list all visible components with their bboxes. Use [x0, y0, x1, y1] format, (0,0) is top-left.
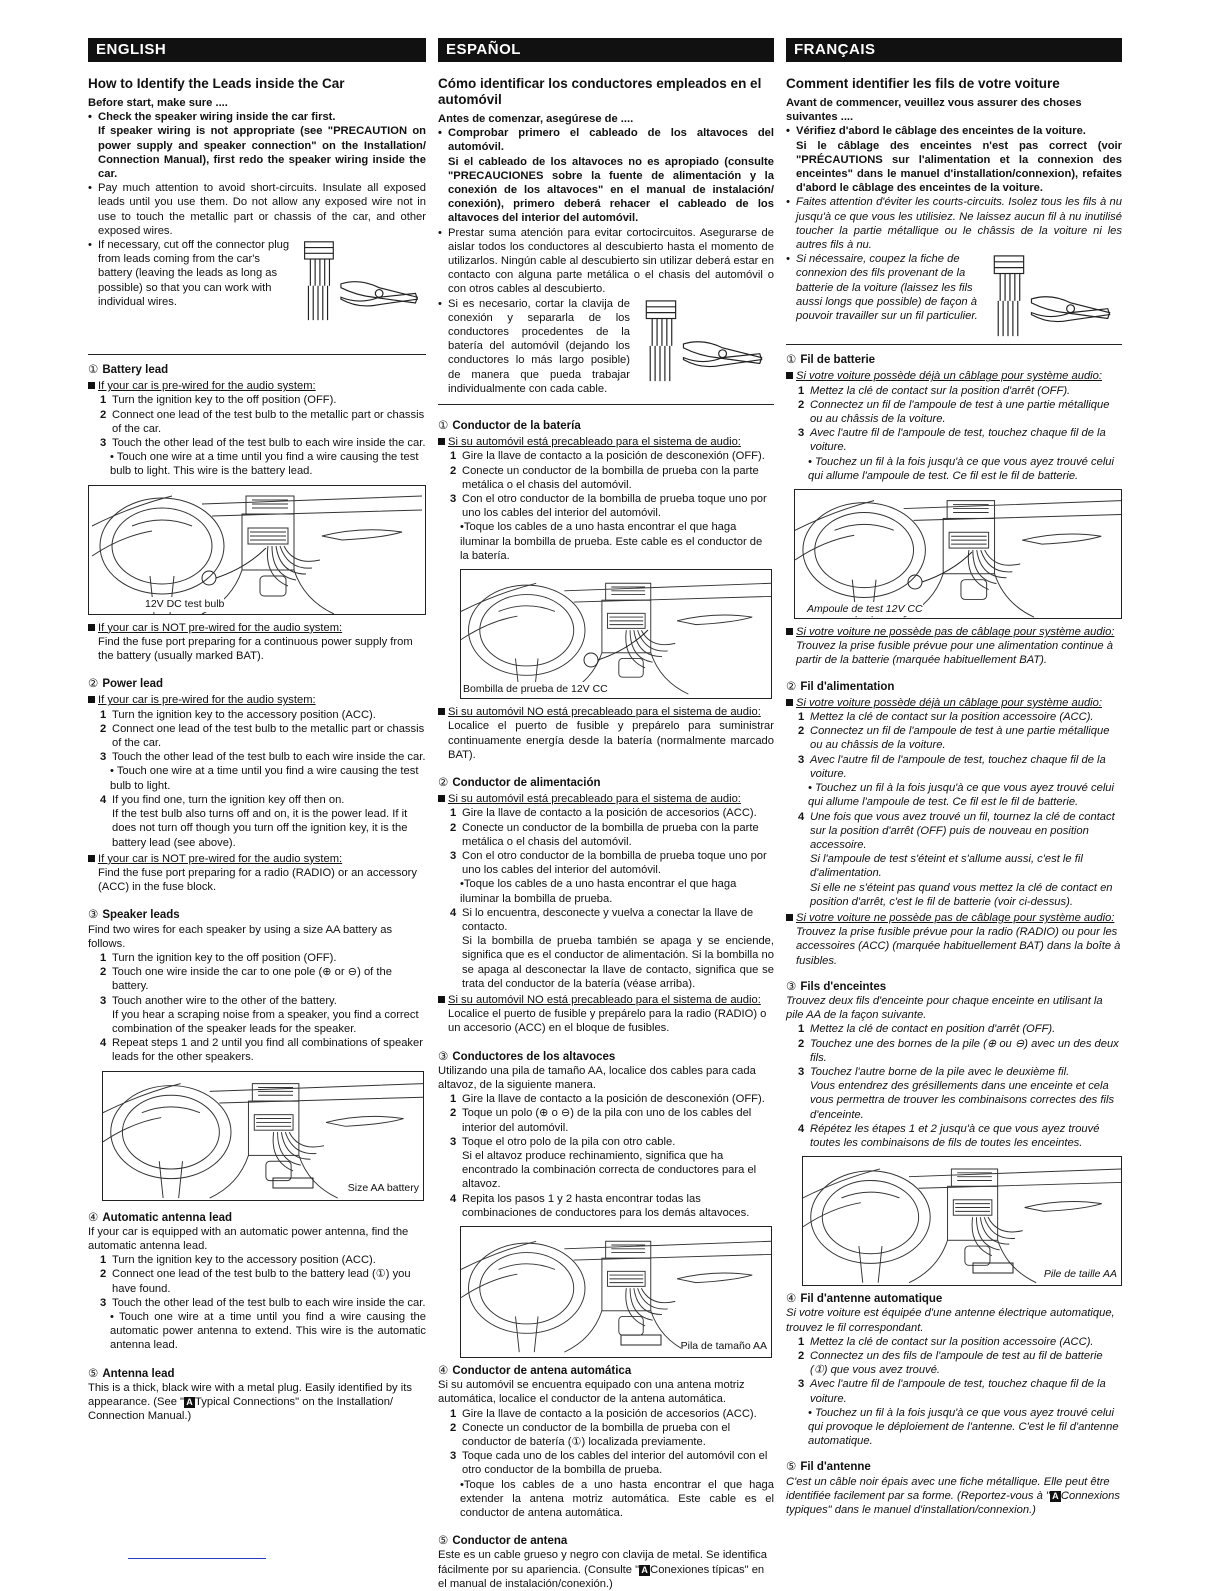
battery-steps	[438, 449, 774, 520]
power-steps-cont	[786, 810, 1122, 909]
antenna-description: This is a thick, black wire with a metal plug. Easily identified by its appearance. (See " A Typical Connections" on the Installation/ Connection Manual.)	[88, 1381, 412, 1423]
speaker-steps	[786, 1022, 1122, 1150]
french-column	[786, 38, 1122, 1517]
antenna-heading: ⑤ Conductor de antena	[438, 1535, 568, 1548]
speaker-intro: Find two wires for each speaker by using a size AA battery as follows.	[88, 923, 393, 950]
battery-lead-heading: ① Fil de batterie	[786, 354, 876, 367]
figure-caption: 12V DC test bulb	[145, 598, 225, 611]
step: 1 Gire la llave de contacto a la posición de desconexión (OFF).	[450, 1093, 765, 1106]
check-wiring-item: • Check the speaker wiring inside the car first.	[88, 110, 426, 124]
short-circuit-item: • Pay much attention to avoid short-circuits. Insulate all exposed leads until you use them. Do not allow any exposed wire not in use to touch the metallic part or chassis of the car, and other exposed wires.	[88, 181, 426, 238]
step: 1 Gire la llave de contacto a la posición de accesorios (ACC).	[450, 1407, 757, 1420]
step: 2 Touch one wire inside the car to one pole (⊕ or ⊖) of the battery.	[100, 966, 392, 993]
step: 1 Turn the ignition key to the off position (OFF).	[100, 394, 337, 407]
speaker-leads-heading: ③ Fils d'enceintes	[786, 980, 887, 993]
power-steps-cont	[88, 793, 426, 807]
step: 3 Con el otro conductor de la bombilla de prueba toque uno por uno los cables del interior del automóvil.	[450, 493, 767, 520]
fuse-port-note: Find the fuse port preparing for a continuous power supply from the battery (usually marked BAT).	[98, 635, 413, 663]
not-prewired-condition: Si votre voiture ne possède pas de câblage pour système audio:	[786, 911, 1122, 925]
step-note: •Toque los cables de a uno hasta encontrar el que haga iluminar la bombilla de prueba. Este cable es el conductor de la batería.	[460, 521, 763, 562]
step: 1 Turn the ignition key to the accessory position (ACC).	[100, 708, 376, 721]
step: 1 Mettez la clé de contact sur la position accessoire (ACC).	[798, 1335, 1094, 1348]
spanish-column	[438, 38, 774, 1591]
antenna-heading: ⑤ Fil d'antenne	[786, 1461, 871, 1474]
cut-connector-item: • Si nécessaire, coupez la fiche de connexion des fils provenant de la batterie de la voiture (laissez les fils aussi longs que possible) de façon à pouvoir travailler sur un fil particulier.	[786, 252, 1122, 323]
antenna-steps	[438, 1407, 774, 1478]
precaution-list-2	[786, 195, 1122, 323]
section-divider	[88, 354, 426, 355]
not-prewired-condition: Si su automóvil NO está precableado para el sistema de audio:	[438, 993, 774, 1007]
step: 1 Mettez la clé de contact sur la position d'arrêt (OFF).	[798, 384, 1071, 397]
precaution-list-2	[438, 226, 774, 396]
power-steps	[88, 708, 426, 765]
fuse-block-note: Trouvez la prise fusible prévue pour la radio (RADIO) ou pour les accessoires (ACC) (marquée habituellement BAT) dans la boîte à fusibles.	[796, 926, 1121, 967]
section-a-badge: A	[1050, 1491, 1061, 1502]
aa-battery-figure	[460, 1226, 772, 1358]
check-wiring-item: • Vérifiez d'abord le câblage des enceintes de la voiture.	[786, 124, 1122, 138]
step: 2 Toque un polo (⊕ o ⊖) de la pila con uno de los cables del interior del automóvil.	[450, 1107, 752, 1134]
step: 3 Touch the other lead of the test bulb to each wire inside the car.	[100, 437, 426, 450]
prewired-condition: Si votre voiture possède déjà un câblage pour système audio:	[786, 369, 1122, 383]
step: 1 Gire la llave de contacto a la posición de desconexión (OFF).	[450, 450, 765, 463]
step-note: Si la bombilla de prueba también se apaga y se enciende, significa que es el conductor de alimentación. Si la bombilla no se apaga al desconectar la llave de contacto, significa que se trata del conductor de la batería (véase arriba).	[462, 935, 774, 990]
step-note: •Toque los cables de a uno hasta encontrar el que haga iluminar la bombilla de prueba.	[460, 878, 737, 905]
step-note: • Touchez un fil à la fois jusqu'à ce que vous ayez trouvé celui qui provoque le déploiement de l'antenne. C'est le fil d'antenne automatique.	[808, 1406, 1119, 1448]
before-start-note: Antes de comenzar, asegúrese de ....	[438, 113, 634, 125]
figure-caption: Pile de taille AA	[1043, 1267, 1117, 1280]
section-a-badge: A	[639, 1565, 650, 1576]
check-wiring-detail: If speaker wiring is not appropriate (see "PRECAUTION on power supply and speaker connection" on the Installation/ Connection Manual), first redo the speaker wiring inside the car.	[98, 125, 426, 181]
speaker-steps	[88, 951, 426, 1065]
short-circuit-item: • Faites attention d'éviter les courts-circuits. Isolez tous les fils à nu jusqu'à ce que vous les utilisiez. Ne laissez aucun fil à nu inutilisé toucher la partie métallique ou le châssis de la voiture ni les autres fils à nu.	[786, 195, 1122, 252]
step: 2 Connectez un fil de l'ampoule de test à une partie métallique ou au châssis de la voiture.	[798, 398, 1110, 426]
antenna-lead-heading: ④ Automatic antenna lead	[88, 1211, 233, 1224]
pliers-illustration	[296, 238, 426, 324]
step-note: • Touch one wire at a time until you find a wire causing the automatic power antenna to extend. This wire is the automatic antenna lead.	[110, 1310, 426, 1352]
pliers-illustration	[634, 297, 774, 385]
fuse-block-note: Localice el puerto de fusible y prepárelo para la radio (RADIO) o un accesorio (ACC) en el bloque de fusibles.	[448, 1008, 767, 1035]
fuse-port-note: Trouvez la prise fusible prévue pour une alimentation continue à partir de la batterie (marquée habituellement BAT).	[796, 640, 1113, 667]
step: 1 Turn the ignition key to the off position (OFF).	[100, 951, 337, 964]
section-divider	[438, 404, 774, 405]
step: 4 Repeat steps 1 and 2 until you find all combinations of speaker leads for the other speakers.	[100, 1037, 423, 1064]
step: 4 Répétez les étapes 1 et 2 jusqu'à ce que vous ayez trouvé toutes les combinaisons de fils de toutes les enceintes.	[798, 1122, 1100, 1149]
power-steps	[786, 710, 1122, 781]
step-note: • Touchez un fil à la fois jusqu'à ce que vous ayez trouvé celui qui allume l'ampoule de test. Ce fil est le fil de batterie.	[808, 782, 1115, 809]
prewired-condition: If your car is pre-wired for the audio system:	[88, 693, 426, 707]
check-wiring-detail: Si el cableado de los altavoces no es apropiado (consulte "PRECAUCIONES sobre la fuente de alimentación y la conexión de los altavoces" en el manual de instalación/ conexión), primero deberá rehacer el cableado de los altavoces del interior del automóvil.	[448, 155, 774, 225]
prewired-condition: Si su automóvil está precableado para el sistema de audio:	[438, 435, 774, 449]
power-steps-cont	[438, 906, 774, 934]
speaker-intro: Trouvez deux fils d'enceinte pour chaque enceinte en utilisant la pile AA de la façon suivante.	[786, 994, 1103, 1022]
step: 4 Une fois que vous avez trouvé un fil, tournez la clé de contact sur la position d'arrêt (OFF) puis de nouveau en position accessoire. Si l'ampoule de test s'éteint et s'allume aussi, c'est le fil d'alimentation. Si elle ne s'éteint pas quand vous mettez la clé de contact en position d'arrêt, c'est le fil de batterie (voir ci-dessus).	[798, 810, 1115, 908]
antenna-description: C'est un câble noir épais avec une fiche métallique. Elle peut être identifiée facilement par sa forme. (Reportez-vous à " A Connexions typiques" dans le manuel d'installation/connexion.)	[786, 1475, 1120, 1517]
step-note: If the test bulb also turns off and on, it is the power lead. If it does not turn off though you turn off the ignition key, it is the battery lead (see above).	[112, 808, 408, 849]
antenna-lead-heading: ④ Conductor de antena automática	[438, 1365, 632, 1377]
cut-connector-item: • If necessary, cut off the connector plug from leads coming from the car's battery (leaving the leads as long as possible) so that you can work with individual wires.	[88, 238, 426, 309]
step: 4 Si lo encuentra, desconecte y vuelva a conectar la llave de contacto.	[450, 906, 754, 933]
french-header: FRANÇAIS	[786, 38, 1122, 62]
battery-steps	[88, 393, 426, 450]
figure-caption: Ampoule de test 12V CC	[807, 602, 923, 615]
fuse-block-note: Find the fuse port preparing for a radio (RADIO) or an accessory (ACC) in the fuse block.	[98, 866, 417, 894]
check-wiring-detail: Si le câblage des enceintes n'est pas correct (voir "PRÉCAUTIONS sur l'alimentation et la connexion des enceintes" dans le manuel d'installation/connexion), refaites d'abord le câblage des enceintes de la voiture.	[796, 139, 1122, 195]
step-note: •Toque los cables de a uno hasta encontrar el que haga extender la antena motriz automática. Este cable es el conductor de antena automática.	[460, 1478, 774, 1520]
step: 2 Connect one lead of the test bulb to the metallic part or chassis of the car.	[100, 408, 425, 435]
test-bulb-figure	[460, 569, 772, 699]
step: 3 Toque el otro polo de la pila con otro cable. Si el altavoz produce rechinamiento, significa que ha encontrado la combinación correcta de conductores para el altavoz.	[450, 1135, 757, 1191]
step: 3 Touch the other lead of the test bulb to each wire inside the car.	[100, 1296, 426, 1309]
test-bulb-figure	[794, 489, 1122, 619]
power-lead-heading: ② Fil d'alimentation	[786, 680, 895, 693]
figure-caption: Size AA battery	[347, 1182, 419, 1195]
antenna-intro: Si su automóvil se encuentra equipado con una antena motriz automática, localice el conductor de la antena automática.	[438, 1379, 745, 1406]
power-lead-heading: ② Conductor de alimentación	[438, 776, 601, 789]
not-prewired-condition: Si votre voiture ne possède pas de câblage pour système audio:	[786, 625, 1122, 639]
battery-lead-heading: ① Conductor de la batería	[438, 420, 581, 433]
step: 1 Mettez la clé de contact sur la position accessoire (ACC).	[798, 711, 1094, 724]
step: 3 Touch another wire to the other of the battery. If you hear a scraping noise from a speaker, you find a correct combination of the speaker leads for the speaker.	[100, 994, 419, 1035]
step-note: • Touch one wire at a time until you find a wire causing the test bulb to light.	[110, 765, 419, 792]
step: 3 Avec l'autre fil de l'ampoule de test, touchez chaque fil de la voiture.	[798, 1378, 1106, 1405]
cut-connector-item: • Si es necesario, cortar la clavija de conexión y separarla de los conductores procedentes de la batería del automóvil (dejando los conductores lo más largo posible) de manera que pueda trabajar individualmente con cada cable.	[438, 297, 774, 396]
step: 2 Connect one lead of the test bulb to the metallic part or chassis of the car.	[100, 722, 425, 750]
step: 3 Con el otro conductor de la bombilla de prueba toque uno por uno los cables del interior del automóvil.	[450, 849, 767, 877]
speaker-leads-heading: ③ Conductores de los altavoces	[438, 1050, 616, 1063]
step: 2 Conecte un conductor de la bombilla de prueba con la parte metálica o el chasis del automóvil.	[450, 821, 759, 848]
speaker-intro: Utilizando una pila de tamaño AA, localice dos cables para cada altavoz, de la siguiente manera.	[438, 1064, 756, 1091]
before-start-note: Before start, make sure ....	[88, 97, 228, 109]
english-header: ENGLISH	[88, 38, 426, 62]
precaution-list	[88, 110, 426, 124]
step: 2 Conecte un conductor de la bombilla de prueba con la parte metálica o el chasis del automóvil.	[450, 464, 759, 491]
aa-battery-figure	[102, 1071, 424, 1201]
battery-steps	[786, 384, 1122, 455]
french-title: Comment identifier les fils de votre voiture	[786, 76, 1060, 91]
figure-caption: Bombilla de prueba de 12V CC	[463, 682, 608, 695]
spanish-header: ESPAÑOL	[438, 38, 774, 62]
step: 2 Connect one lead of the test bulb to the battery lead (①) you have found.	[100, 1268, 411, 1295]
speaker-leads-heading: ③ Speaker leads	[88, 909, 180, 922]
check-wiring-item: • Comprobar primero el cableado de los altavoces del automóvil.	[438, 126, 774, 154]
step-note: • Touch one wire at a time until you find a wire causing the test bulb to light. This wire is the battery lead.	[110, 451, 419, 478]
step: 2 Touchez une des bornes de la pile (⊕ ou ⊖) avec un des deux fils.	[798, 1037, 1119, 1064]
power-steps	[438, 806, 774, 877]
step: 2 Connectez un fil de l'ampoule de test à une partie métallique ou au châssis de la voiture.	[798, 725, 1110, 752]
aa-battery-figure	[802, 1156, 1122, 1286]
figure-caption: Pila de tamaño AA	[680, 1339, 767, 1352]
step: 2 Connectez un des fils de l'ampoule de test au fil de batterie (①) que vous avez trouvé.	[798, 1349, 1103, 1377]
power-lead-heading: ② Power lead	[88, 678, 164, 691]
spanish-title: Cómo identificar los conductores empleados en el automóvil	[438, 76, 762, 107]
not-prewired-condition: If your car is NOT pre-wired for the audio system:	[88, 621, 426, 635]
prewired-condition: If your car is pre-wired for the audio system:	[88, 379, 426, 393]
step: 3 Avec l'autre fil de l'ampoule de test, touchez chaque fil de la voiture.	[798, 753, 1106, 780]
prewired-condition: Si su automóvil está precableado para el sistema de audio:	[438, 792, 774, 806]
prewired-condition: Si votre voiture possède déjà un câblage pour système audio:	[786, 696, 1122, 710]
precaution-list	[438, 126, 774, 154]
precaution-list	[786, 124, 1122, 138]
antenna-steps	[786, 1335, 1122, 1406]
battery-lead-heading: ① Battery lead	[88, 364, 169, 377]
step: 3 Touch the other lead of the test bulb to each wire inside the car.	[100, 751, 426, 764]
step: 4 If you find one, turn the ignition key off then on.	[100, 793, 345, 806]
step: 4 Repita los pasos 1 y 2 hasta encontrar todas las combinaciones de conductores para los demás altavoces.	[450, 1192, 750, 1219]
step: 3 Toque cada uno de los cables del interior del automóvil con el otro conductor de la bombilla de prueba.	[450, 1450, 768, 1477]
step: 1 Turn the ignition key to the accessory position (ACC).	[100, 1254, 376, 1267]
step: 3 Avec l'autre fil de l'ampoule de test, touchez chaque fil de la voiture.	[798, 427, 1106, 454]
antenna-steps	[88, 1253, 426, 1310]
english-title: How to Identify the Leads inside the Car	[88, 76, 345, 91]
short-circuit-item: • Prestar suma atención para evitar cortocircuitos. Asegurarse de aislar todos los conductores al descubierto hasta el momento de utilizarlos. Ningún cable al descubierto sin utilizar deberá estar en contacto con alguna parte metálica o el chasis del automóvil o con otros cables al descubierto.	[438, 226, 774, 297]
section-a-badge: A	[184, 1397, 195, 1408]
section-divider	[786, 344, 1122, 345]
antenna-description: Este es un cable grueso y negro con clavija de metal. Se identifica fácilmente por su apariencia. (Consulte " A Conexiones típicas" en el manual de instalación/conexión.)	[438, 1549, 767, 1590]
fuse-port-note: Localice el puerto de fusible y prepárelo para suministrar continuamente energía desde la batería (normalmente marcado BAT).	[448, 720, 774, 761]
antenna-lead-heading: ④ Fil d'antenne automatique	[786, 1293, 943, 1306]
step: 2 Conecte un conductor de la bombilla de prueba con el conductor de batería (①) localizada previamente.	[450, 1421, 731, 1449]
antenna-heading: ⑤ Antenna lead	[88, 1367, 175, 1380]
not-prewired-condition: If your car is NOT pre-wired for the audio system:	[88, 852, 426, 866]
test-bulb-figure	[88, 485, 426, 615]
speaker-steps	[438, 1092, 774, 1220]
not-prewired-condition: Si su automóvil NO está precableado para el sistema de audio:	[438, 705, 774, 719]
step: 3 Touchez l'autre borne de la pile avec le deuxième fil. Vous entendrez des grésillements dans une enceinte et cela vous permettra de trouver les combinaisons correctes des fils d'enceinte.	[798, 1065, 1115, 1121]
step: 1 Mettez la clé de contact en position d'arrêt (OFF).	[798, 1023, 1056, 1036]
before-start-note: Avant de commencer, veuillez vous assurer des choses suivantes ....	[786, 97, 1082, 124]
footer-rule	[128, 1558, 266, 1559]
english-column	[88, 38, 426, 1423]
antenna-intro: Si votre voiture est équipée d'une antenne électrique automatique, trouvez le fil correspondant.	[786, 1307, 1115, 1334]
step: 1 Gire la llave de contacto a la posición de accesorios (ACC).	[450, 807, 757, 820]
step-note: • Touchez un fil à la fois jusqu'à ce que vous ayez trouvé celui qui allume l'ampoule de test. Ce fil est le fil de batterie.	[808, 455, 1115, 482]
antenna-intro: If your car is equipped with an automatic power antenna, find the automatic antenna lead.	[88, 1225, 409, 1252]
precaution-list-2	[88, 181, 426, 309]
pliers-illustration	[982, 252, 1122, 340]
